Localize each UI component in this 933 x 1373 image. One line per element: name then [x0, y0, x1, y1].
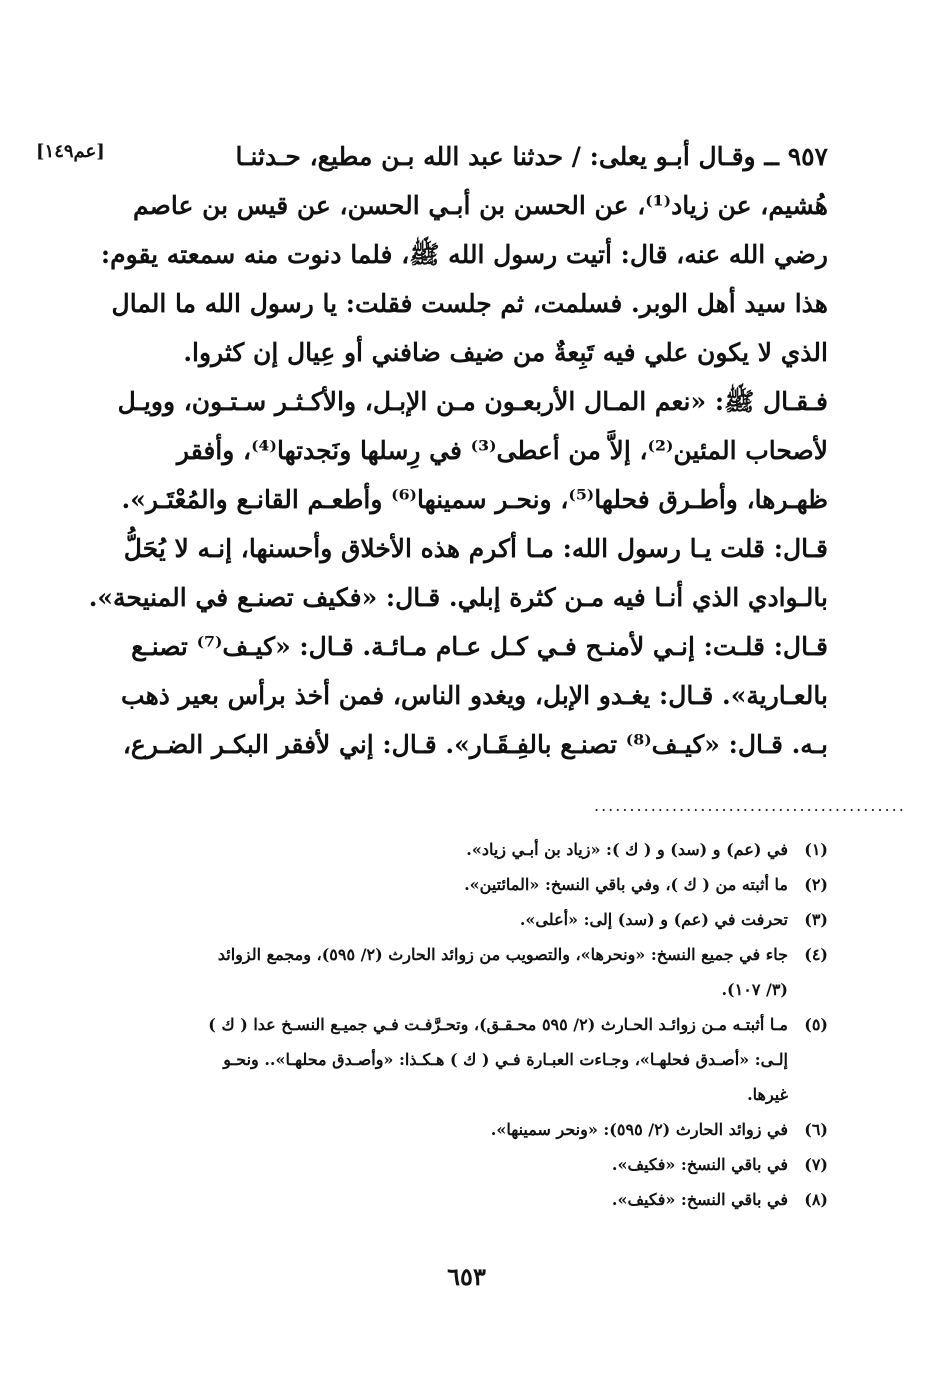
text-line: لأصحاب المئين⁽²⁾، إلاَّ من أعطى⁽³⁾ في رِسلها ونَجدتها⁽⁴⁾، وأفقر	[176, 436, 828, 465]
footnote-number: (٤)	[804, 945, 828, 964]
hadith-number: ٩٥٧	[787, 142, 828, 171]
footnote-7	[106, 1147, 828, 1182]
footnote-number: (٢)	[804, 875, 828, 894]
footnote-6	[106, 1112, 828, 1147]
text-line	[108, 132, 828, 181]
footnote-separator: ............................................	[594, 796, 906, 815]
footnote-text: ما أثبته من ( ك )، وفي باقي النسخ: «المائتين».	[464, 875, 788, 894]
footnote-number: (١)	[804, 840, 828, 859]
manuscript-page-reference: [عم١٤٩]	[36, 141, 105, 162]
text-line: رضي الله عنه، قال: أتيت رسول الله ﷺ، فلما دنوت منه سمعته يقوم:	[100, 240, 828, 269]
text-line-content: ــ وقـال أبـو يعلى: / حدثنا عبد الله بـن مطيع، حـدثنـا	[235, 142, 779, 171]
text-line: فـقـال ﷺ: «نعم المـال الأربعـون مـن الإبـل، والأكـثـر سـتـون، وويـل	[117, 387, 828, 416]
footnote-number: (٣)	[804, 910, 828, 929]
footnote-number: (٨)	[804, 1190, 828, 1209]
footnote-3	[106, 902, 828, 937]
footnote-4	[106, 937, 828, 1007]
footnote-text: تحرفت في (عم) و (سد) إلى: «أعلى».	[519, 910, 788, 929]
footnote-number: (٥)	[804, 1015, 828, 1034]
footnote-number: (٧)	[804, 1155, 828, 1174]
text-line: الذي لا يكون علي فيه تَبِعةٌ من ضيف ضافني أو عِيال إن كثروا.	[183, 338, 828, 367]
text-line: هذا سيد أهل الوبر. فسلمت، ثم جلست فقلت: يا رسول الله ما المال	[111, 289, 828, 318]
footnote-number: (٦)	[804, 1120, 828, 1139]
footnote-5	[106, 1007, 828, 1112]
text-line: قـال: قلـت: إنـي لأمنـح فـي كـل عـام مـائـة. قـال: «كيـف⁽⁷⁾ تصنـع	[131, 632, 828, 661]
text-line: هُشيم، عن زياد⁽¹⁾، عن الحسن بن أبـي الحسن، عن قيس بن عاصم	[133, 191, 828, 220]
hadith-text	[88, 132, 828, 769]
footnote-1	[106, 832, 828, 867]
footnote-text: في باقي النسخ: «فكيف».	[611, 1155, 788, 1174]
page-number: ٦٥٣	[447, 1262, 486, 1291]
footnote-text: جاء في جميع النسخ: «ونحرها»، والتصويب من زوائد الحارث (٢/ ٥٩٥)، ومجمع الزوائد	[217, 945, 788, 964]
footnote-text: في (عم) و (سد) و ( ك ): «زياد بن أبـي زياد».	[466, 840, 788, 859]
footnote-8	[106, 1182, 828, 1217]
footnotes	[106, 832, 828, 1217]
footnote-text: غيرها.	[747, 1085, 788, 1104]
text-line: قـال: قلت يـا رسول الله: مـا أكرم هذه الأخلاق وأحسنها، إنـه لا يُحَلُّ	[123, 534, 828, 563]
footnote-text: في زوائد الحارث (٢/ ٥٩٥): «ونحر سمينها».	[490, 1120, 788, 1139]
text-line: بالـوادي الذي أنـا فيه مـن كثرة إبلي. قـال: «فكيف تصنـع في المنيحة».	[88, 583, 828, 612]
footnote-text: في باقي النسخ: «فكيف».	[611, 1190, 788, 1209]
text-line: ظهـرها، وأطـرق فحلها⁽⁵⁾، ونحـر سمينها⁽⁶⁾ وأطعـم القانـع والمُعْتَـر».	[121, 485, 828, 514]
text-line: بـه. قـال: «كيـف⁽⁸⁾ تصنـع بالفِـقَـار». قـال: إني لأفقر البكـر الضـرع،	[122, 730, 828, 759]
footnote-2	[106, 867, 828, 902]
footnote-text: (٣/ ١٠٧).	[721, 980, 788, 999]
footnote-text: مـا أثبتـه مـن زوائـد الحـارث (٢/ ٥٩٥ محـقـق)، وتحـرَّفـت فـي جميـع النسـخ عدا ( ك )	[208, 1015, 788, 1034]
footnote-text: إلـى: «أصـدق فحلهـا»، وجـاءت العبـارة فـي ( ك ) هـكـذا: «وأصـدق محلهـا».. ونحـو	[223, 1050, 788, 1069]
text-line: بالعـارية». قـال: يغـدو الإبل، ويغدو الناس، فمن أخذ برأس بعير ذهب	[121, 681, 828, 710]
